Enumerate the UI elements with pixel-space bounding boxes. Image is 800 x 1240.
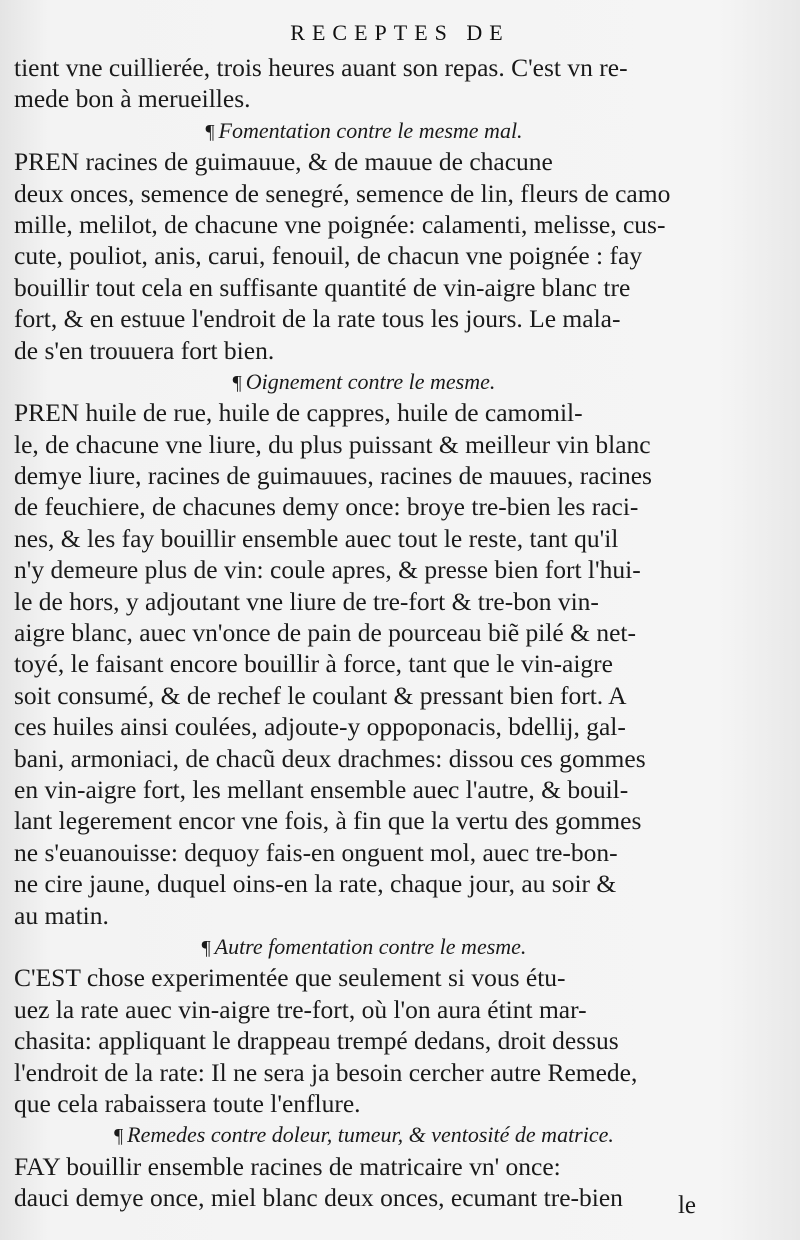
section-heading	[14, 1119, 714, 1150]
text-line: ces huiles ainsi coulées, adjoute-y oppoponacis, bdellij, gal-	[14, 712, 626, 742]
text-line: au matin.	[14, 900, 109, 930]
text-line: C'EST chose experimentée que seulement si vous étu-	[14, 963, 566, 993]
text-line: tient vne cuillierée, trois heures auant son repas. C'est vn re-	[14, 53, 628, 82]
text-line: deux onces, semence de senegré, semence de lin, fleurs de camo	[14, 178, 671, 208]
text-line: n'y demeure plus de vin: coule apres, & presse bien fort l'hui-	[14, 555, 641, 585]
pilcrow-icon: ¶	[114, 1125, 124, 1148]
text-line: dauci demye once, miel blanc deux onces, ecumant tre-bien	[14, 1183, 623, 1213]
pilcrow-icon: ¶	[205, 120, 215, 143]
text-line: de feuchiere, de chacunes demy once: broye tre-bien les raci-	[14, 492, 639, 522]
text-line: cute, pouliot, anis, carui, fenouil, de chacun vne poignée : fay	[14, 241, 643, 271]
text-line: ne cire jaune, duquel oins-en la rate, chaque jour, au soir &	[14, 869, 617, 899]
text-line: toyé, le faisant encore bouillir à force, tant que le vin-aigre	[14, 649, 613, 679]
text-line: ne s'euanouisse: dequoy fais-en onguent mol, auec tre-bon-	[14, 837, 618, 867]
text-line: le de hors, y adjoutant vne liure de tre-fort & tre-bon vin-	[14, 586, 599, 616]
text-line: bouillir tout cela en suffisante quantité de vin-aigre blanc tre	[14, 272, 631, 302]
pilcrow-icon: ¶	[232, 371, 242, 394]
pilcrow-icon: ¶	[201, 936, 211, 959]
section-heading-text: Remedes contre doleur, tumeur, & ventosité de matrice.	[127, 1122, 614, 1148]
text-line: bani, armoniaci, de chacũ deux drachmes: dissou ces gommes	[14, 743, 646, 773]
text-block	[14, 52, 714, 1213]
running-head: RECEPTES DE	[290, 20, 510, 45]
text-line: chasita: appliquant le drappeau trempé dedans, droit dessus	[14, 1026, 619, 1056]
text-line: que cela rabaissera toute l'enflure.	[14, 1088, 361, 1118]
text-line: lant legerement encor vne fois, à fin que la vertu des gommes	[14, 806, 642, 836]
text-line: uez la rate auec vin-aigre tre-fort, où l'on aura étint mar-	[14, 994, 587, 1024]
text-line: FAY bouillir ensemble racines de matricaire vn' once:	[14, 1151, 561, 1181]
section-heading	[14, 366, 714, 397]
text-line: soit consumé, & de rechef le coulant & pressant bien fort. A	[14, 680, 627, 710]
text-line: en vin-aigre fort, les mellant ensemble auec l'autre, & bouil-	[14, 774, 629, 804]
text-line: PREN huile de rue, huile de cappres, huile de camomil-	[14, 398, 583, 428]
text-line: demye liure, racines de guimauues, racines de mauues, racines	[14, 461, 652, 491]
section-heading	[14, 115, 714, 146]
section-heading-text: Autre fomentation contre le mesme.	[214, 933, 527, 959]
text-line: de s'en trouuera fort bien.	[14, 335, 275, 365]
text-line: fort, & en estuue l'endroit de la rate tous les jours. Le mala-	[14, 304, 621, 334]
text-line: aigre blanc, auec vn'once de pain de pourceau biẽ pilé & net-	[14, 618, 636, 648]
text-line: mede bon à merueilles.	[14, 84, 251, 114]
section-heading	[14, 931, 714, 962]
text-line: mille, melilot, de chacune vne poignée: calamenti, melisse, cus-	[14, 209, 666, 239]
section-heading-text: Fomentation contre le mesme mal.	[218, 117, 523, 143]
text-line: PREN racines de guimauue, & de mauue de chacune	[14, 147, 553, 177]
catchword: le	[677, 1192, 696, 1219]
section-heading-text: Oignement contre le mesme.	[245, 368, 496, 394]
text-line: l'endroit de la rate: Il ne sera ja besoin cercher autre Remede,	[14, 1057, 638, 1087]
text-line: nes, & les fay bouillir ensemble auec tout le reste, tant qu'il	[14, 523, 619, 553]
text-line: le, de chacune vne liure, du plus puissant & meilleur vin blanc	[14, 429, 651, 459]
